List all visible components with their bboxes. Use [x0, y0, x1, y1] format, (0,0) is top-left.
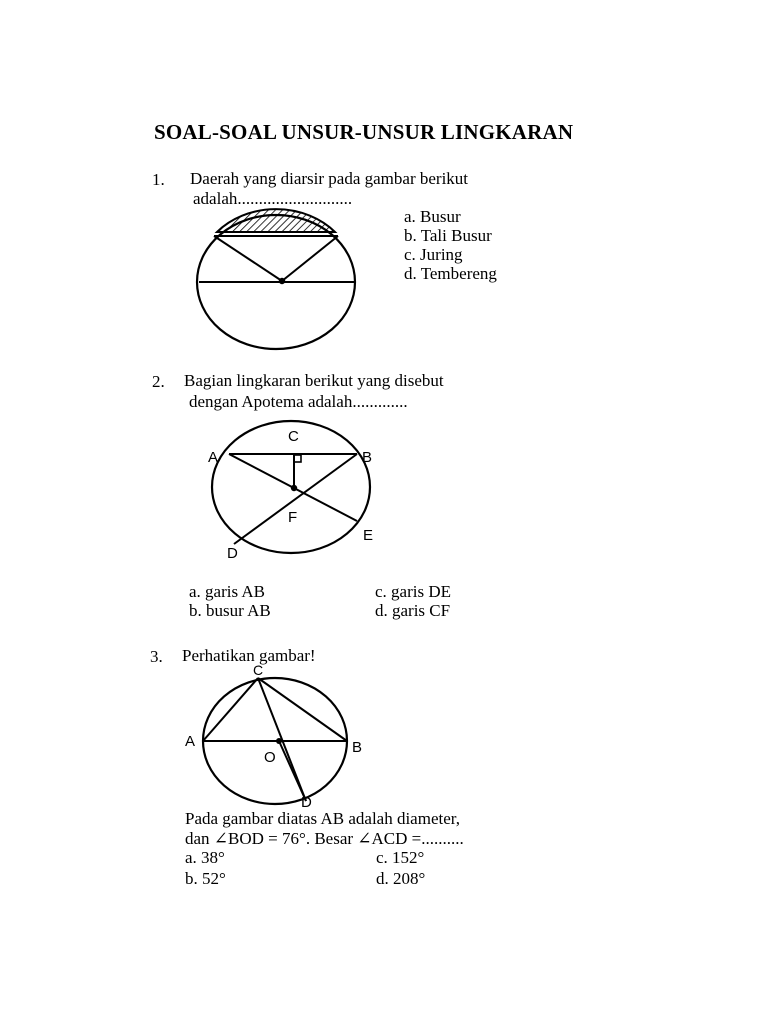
question-1-option-d[interactable]: d. Tembereng: [404, 264, 497, 283]
question-2-option-b[interactable]: b. busur AB: [189, 601, 271, 620]
question-3-text-line2: Pada gambar diatas AB adalah diameter,: [185, 809, 460, 828]
label-a: A: [185, 733, 196, 750]
question-3-option-b[interactable]: b. 52°: [185, 869, 226, 888]
question-3-circle-figure: [196, 668, 366, 808]
question-1-number: 1.: [152, 170, 165, 189]
question-3-option-d[interactable]: d. 208°: [376, 869, 426, 888]
question-3-text-line1: Perhatikan gambar!: [182, 646, 316, 665]
label-b: B: [352, 739, 363, 756]
question-3-option-a[interactable]: a. 38°: [185, 848, 225, 867]
center-point-f: [291, 485, 297, 491]
question-1-circle-figure: [190, 210, 370, 360]
label-e: E: [363, 527, 374, 544]
chord-cd: [258, 678, 306, 801]
question-1-option-b[interactable]: b. Tali Busur: [404, 226, 492, 245]
question-2-option-a[interactable]: a. garis AB: [189, 582, 266, 601]
question-2-option-c[interactable]: c. garis DE: [375, 582, 452, 601]
label-a: A: [208, 449, 219, 466]
question-1-option-c[interactable]: c. Juring: [404, 245, 463, 264]
label-d: D: [301, 794, 312, 811]
label-f: F: [288, 509, 298, 526]
shaded-segment: [217, 209, 335, 232]
line-b-d: [234, 454, 357, 544]
label-b: B: [362, 449, 373, 466]
label-o: O: [264, 749, 276, 766]
center-point-o: [276, 738, 282, 744]
question-1-option-a[interactable]: a. Busur: [404, 207, 461, 226]
radius-line-right: [282, 236, 338, 281]
radius-od: [279, 741, 306, 801]
question-2-text-line1: Bagian lingkaran berikut yang disebut: [184, 371, 444, 390]
question-3-text-line3: dan ∠BOD = 76°. Besar ∠ACD =..........: [185, 829, 464, 848]
label-c: C: [288, 428, 299, 445]
right-angle-mark: [294, 455, 301, 462]
page-title: SOAL-SOAL UNSUR-UNSUR LINGKARAN: [154, 120, 574, 144]
question-3-option-c[interactable]: c. 152°: [376, 848, 425, 867]
radius-line-left: [214, 236, 282, 281]
question-2-text-line2: dengan Apotema adalah.............: [189, 392, 408, 411]
question-2-number: 2.: [152, 372, 165, 391]
question-1-text-line1: Daerah yang diarsir pada gambar berikut: [190, 169, 469, 188]
label-c: C: [253, 662, 264, 678]
question-2-option-d[interactable]: d. garis CF: [375, 601, 451, 620]
label-d: D: [227, 545, 238, 562]
question-3-number: 3.: [150, 647, 163, 666]
center-point: [279, 278, 285, 284]
question-1-text-line2: adalah...........................: [193, 189, 353, 208]
